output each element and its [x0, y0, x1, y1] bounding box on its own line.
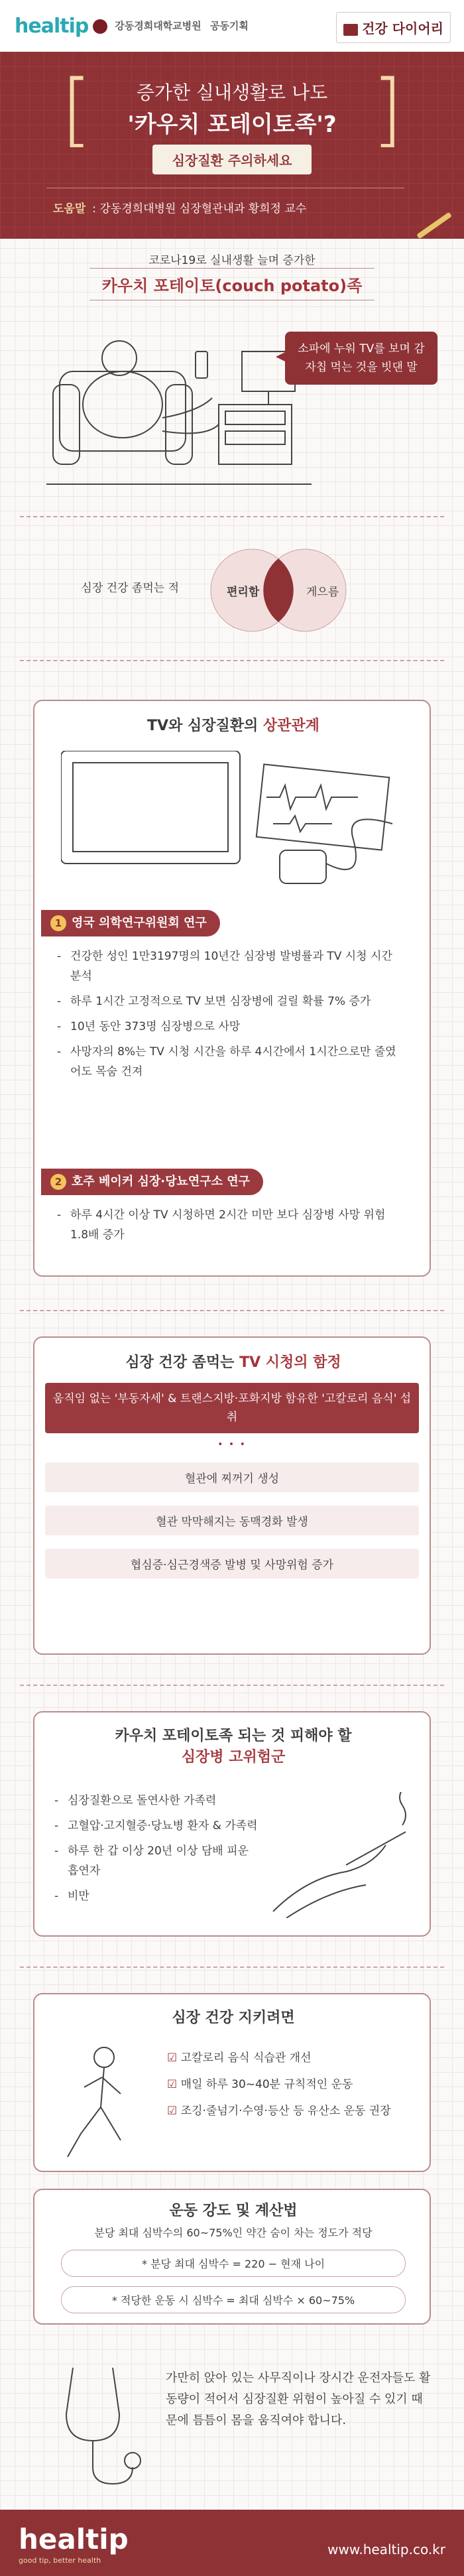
study2-list	[57, 1205, 402, 1250]
divider	[20, 1966, 444, 1968]
high-risk-section	[33, 1711, 431, 1937]
list-item: ☑ 조깅·줄넘기·수영·등산 등 유산소 운동 권장	[167, 2104, 391, 2118]
tv-heart-section	[33, 700, 431, 1277]
health-diary-badge: 건강 다이어리	[336, 12, 451, 43]
left-bracket-icon: [	[61, 64, 92, 156]
list-item: - 건강한 성인 1만3197명의 10년간 심장병 발병률과 TV 시청 시간 분석	[57, 946, 402, 986]
calc-desc: 분당 최대 심박수의 60~75%인 약간 숨이 차는 정도가 적당	[94, 2226, 373, 2239]
list-item: - 하루 4시간 이상 TV 시청하면 2시간 미만 보다 심장병 사망 위험 1.8배 증가	[57, 1205, 402, 1245]
section-title: 카우치 포테이토족 되는 것 피해야 할	[115, 1728, 352, 1744]
trap-cause: 움직임 없는 '부동자세' & 트랜스지방·포화지방 함유한 '고칼로리 음식' 섭취	[45, 1383, 419, 1433]
hero-banner	[0, 52, 464, 239]
trap-step: 혈관에 찌꺼기 생성	[45, 1462, 419, 1492]
hospital-credit	[93, 19, 249, 34]
advisor-label: 도움말	[53, 202, 86, 216]
healtip-logo[interactable]: healtip	[15, 15, 89, 38]
risk-list	[54, 1791, 260, 1911]
list-item: - 비만	[54, 1886, 260, 1906]
definition-bubble: 소파에 누워 TV를 보며 감자칩 먹는 것을 빗댄 말	[285, 332, 437, 385]
intro-title: 카우치 포테이토(couch potato)족	[89, 268, 375, 300]
hero-title: '카우치 포테이토족'?	[127, 111, 337, 138]
check-icon: ☑	[167, 2078, 181, 2091]
formula-max-hr: * 분당 최대 심박수 = 220 − 현재 나이	[61, 2250, 406, 2277]
trap-result: 협심증·심근경색증 발병 및 사망위험 증가	[45, 1549, 419, 1578]
divider	[20, 660, 444, 661]
formula-target-hr: * 적당한 운동 시 심박수 = 최대 심박수 × 60~75%	[61, 2286, 406, 2313]
hospital-seal-icon	[93, 19, 107, 34]
venn-label: 심장 건강 좀먹는 적	[81, 582, 179, 595]
intro-small: 코로나19로 실내생활 늘며 증가한	[148, 254, 316, 267]
advisor-text: : 강동경희대병원 심장혈관내과 황희정 교수	[92, 202, 307, 216]
footer	[0, 2510, 464, 2576]
list-item: - 하루 한 갑 이상 20년 이상 담배 피운 흡연자	[54, 1841, 260, 1881]
section-title: 심장 건강 좀먹는 TV 시청의 함정	[125, 1354, 341, 1371]
advisor-credit	[53, 199, 306, 216]
divider	[20, 1685, 444, 1686]
footer-logo[interactable]: healtip	[19, 2523, 129, 2555]
runner-illustration	[48, 2041, 154, 2167]
section-title: 운동 강도 및 계산법	[169, 2203, 298, 2219]
closing-text: 가만히 앉아 있는 사무직이나 장시간 운전자들도 활동량이 적어서 심장질환 위험이 높아질 수 있기 때문에 틈틈이 몸을 움직여야 합니다.	[166, 2371, 431, 2427]
tv-ecg-illustration	[61, 751, 406, 897]
right-bracket-icon: ]	[372, 64, 403, 156]
study2-tag: 2 호주 베이커 심장·당뇨연구소 연구	[41, 1169, 263, 1195]
joint-label: 공동기획	[209, 20, 249, 32]
check-icon: ☑	[167, 2051, 181, 2065]
stethoscope-illustration	[40, 2361, 146, 2494]
section-title: TV와 심장질환의 상관관계	[147, 718, 319, 734]
study1-list	[57, 946, 402, 1087]
footer-tagline: good tip, better health	[19, 2556, 101, 2565]
heart-care-section	[33, 1993, 431, 2172]
top-bar	[0, 0, 464, 52]
hero-subtitle: 심장질환 주의하세요	[152, 145, 312, 174]
venn-left: 편리함	[227, 586, 260, 599]
couch-potato-illustration	[46, 312, 325, 497]
list-item: ☑ 매일 하루 30~40분 규칙적인 운동	[167, 2078, 353, 2091]
pen-icon	[416, 212, 452, 239]
trap-step: 혈관 막막해지는 동맥경화 발생	[45, 1506, 419, 1535]
divider	[20, 516, 444, 517]
list-item: ☑ 고칼로리 음식 식습관 개선	[167, 2051, 312, 2065]
list-item: - 10년 동안 373명 심장병으로 사망	[57, 1017, 402, 1037]
arrow-down-icon: • • •	[217, 1439, 247, 1450]
hero-line1: 증가한 실내생활로 나도	[136, 82, 328, 103]
book-icon	[343, 24, 358, 36]
section-title: 심장 건강 지키려면	[172, 2010, 295, 2026]
care-list	[167, 2047, 419, 2122]
smoking-hand-illustration	[266, 1792, 419, 1918]
venn-right: 게으름	[306, 586, 339, 599]
hospital-name: 강동경희대학교병원	[115, 20, 202, 32]
list-item: - 사망자의 8%는 TV 시청 시간을 하루 4시간에서 1시간으로만 줄였어도 목숨 건져	[57, 1042, 402, 1082]
list-item: - 하루 1시간 고정적으로 TV 보면 심장병에 걸릴 확률 7% 증가	[57, 992, 402, 1011]
study1-tag: 1 영국 의학연구위원회 연구	[41, 910, 220, 936]
list-item: - 심장질환으로 돌연사한 가족력	[54, 1791, 260, 1811]
section-subtitle: 심장병 고위험군	[181, 1749, 286, 1766]
exercise-calc-section	[33, 2189, 431, 2325]
divider	[20, 1310, 444, 1311]
check-icon: ☑	[167, 2104, 181, 2118]
list-item: - 고혈압·고지혈증·당뇨병 환자 & 가족력	[54, 1816, 260, 1836]
footer-url[interactable]: www.healtip.co.kr	[327, 2542, 445, 2557]
